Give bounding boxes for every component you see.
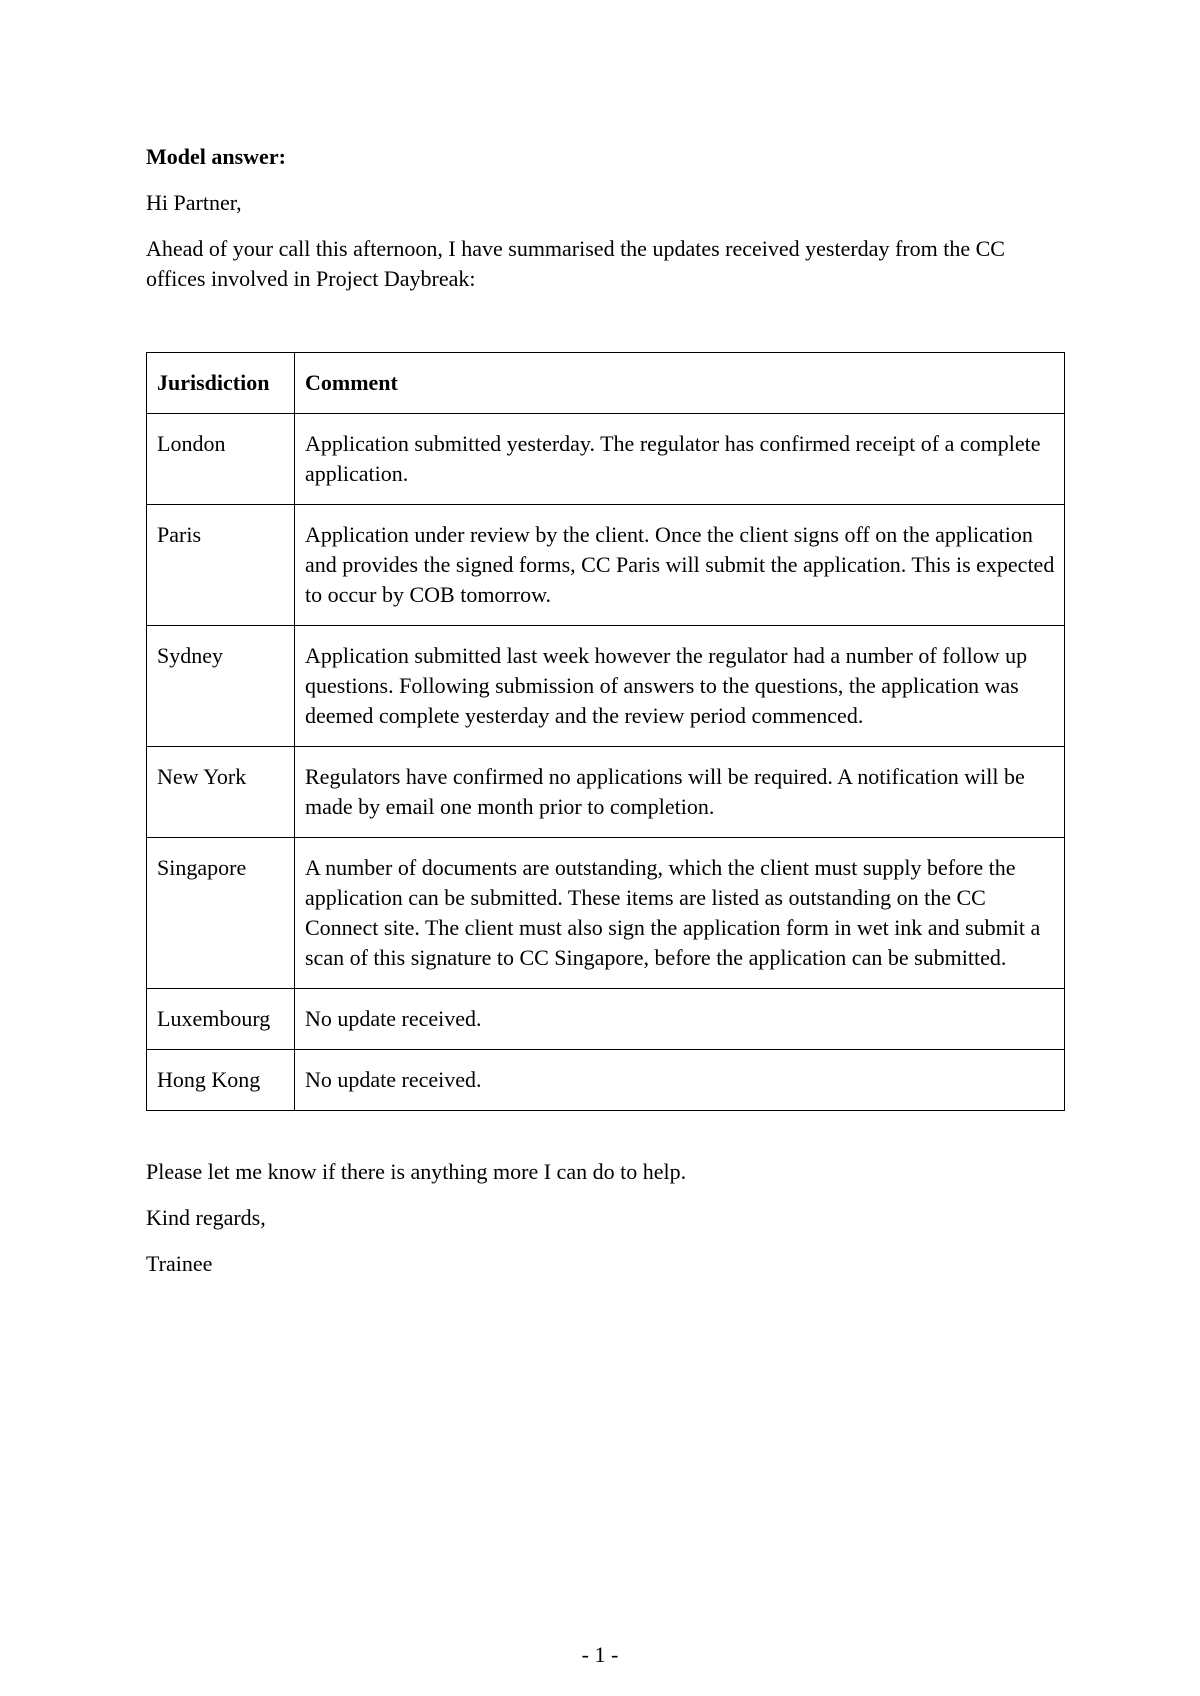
table-header-row	[147, 353, 1065, 414]
document-body	[146, 142, 1062, 1295]
closing-paragraph: Please let me know if there is anything more I can do to help.	[146, 1159, 687, 1184]
jurisdiction-cell: Paris	[147, 505, 295, 626]
jurisdiction-cell: Luxembourg	[147, 989, 295, 1050]
model-answer-heading: Model answer:	[146, 144, 286, 169]
greeting: Hi Partner,	[146, 190, 242, 215]
table-row	[147, 747, 1065, 838]
intro-paragraph: Ahead of your call this afternoon, I have summarised the updates received yesterday from the CC offices involved in Project Daybreak:	[146, 236, 1005, 291]
table-row	[147, 989, 1065, 1050]
comment-cell: Application under review by the client. Once the client signs off on the application and provides the signed forms, CC Paris will submit the application. This is expected to occur by COB tomorrow.	[295, 505, 1065, 626]
table-row	[147, 414, 1065, 505]
table-row	[147, 626, 1065, 747]
comment-cell: A number of documents are outstanding, which the client must supply before the application can be submitted. These items are listed as outstanding on the CC Connect site. The client must also sign the application form in wet ink and submit a scan of this signature to CC Singapore, before the application can be submitted.	[295, 838, 1065, 989]
header-jurisdiction: Jurisdiction	[147, 353, 295, 414]
comment-cell: Regulators have confirmed no applications will be required. A notification will be made by email one month prior to completion.	[295, 747, 1065, 838]
table-row	[147, 838, 1065, 989]
jurisdiction-cell: Hong Kong	[147, 1050, 295, 1111]
jurisdiction-updates-table	[146, 352, 1065, 1111]
comment-cell: Application submitted last week however the regulator had a number of follow up questions. Following submission of answers to the questions, the application was deemed complete yesterday and the review period commenced.	[295, 626, 1065, 747]
header-comment: Comment	[295, 353, 1065, 414]
signoff: Kind regards,	[146, 1205, 266, 1230]
table-row	[147, 505, 1065, 626]
table-row	[147, 1050, 1065, 1111]
signature: Trainee	[146, 1251, 213, 1276]
jurisdiction-cell: Sydney	[147, 626, 295, 747]
comment-cell: Application submitted yesterday. The regulator has confirmed receipt of a complete application.	[295, 414, 1065, 505]
jurisdiction-cell: New York	[147, 747, 295, 838]
page-number: - 1 -	[581, 1642, 619, 1667]
jurisdiction-cell: London	[147, 414, 295, 505]
comment-cell: No update received.	[295, 989, 1065, 1050]
comment-cell: No update received.	[295, 1050, 1065, 1111]
jurisdiction-cell: Singapore	[147, 838, 295, 989]
